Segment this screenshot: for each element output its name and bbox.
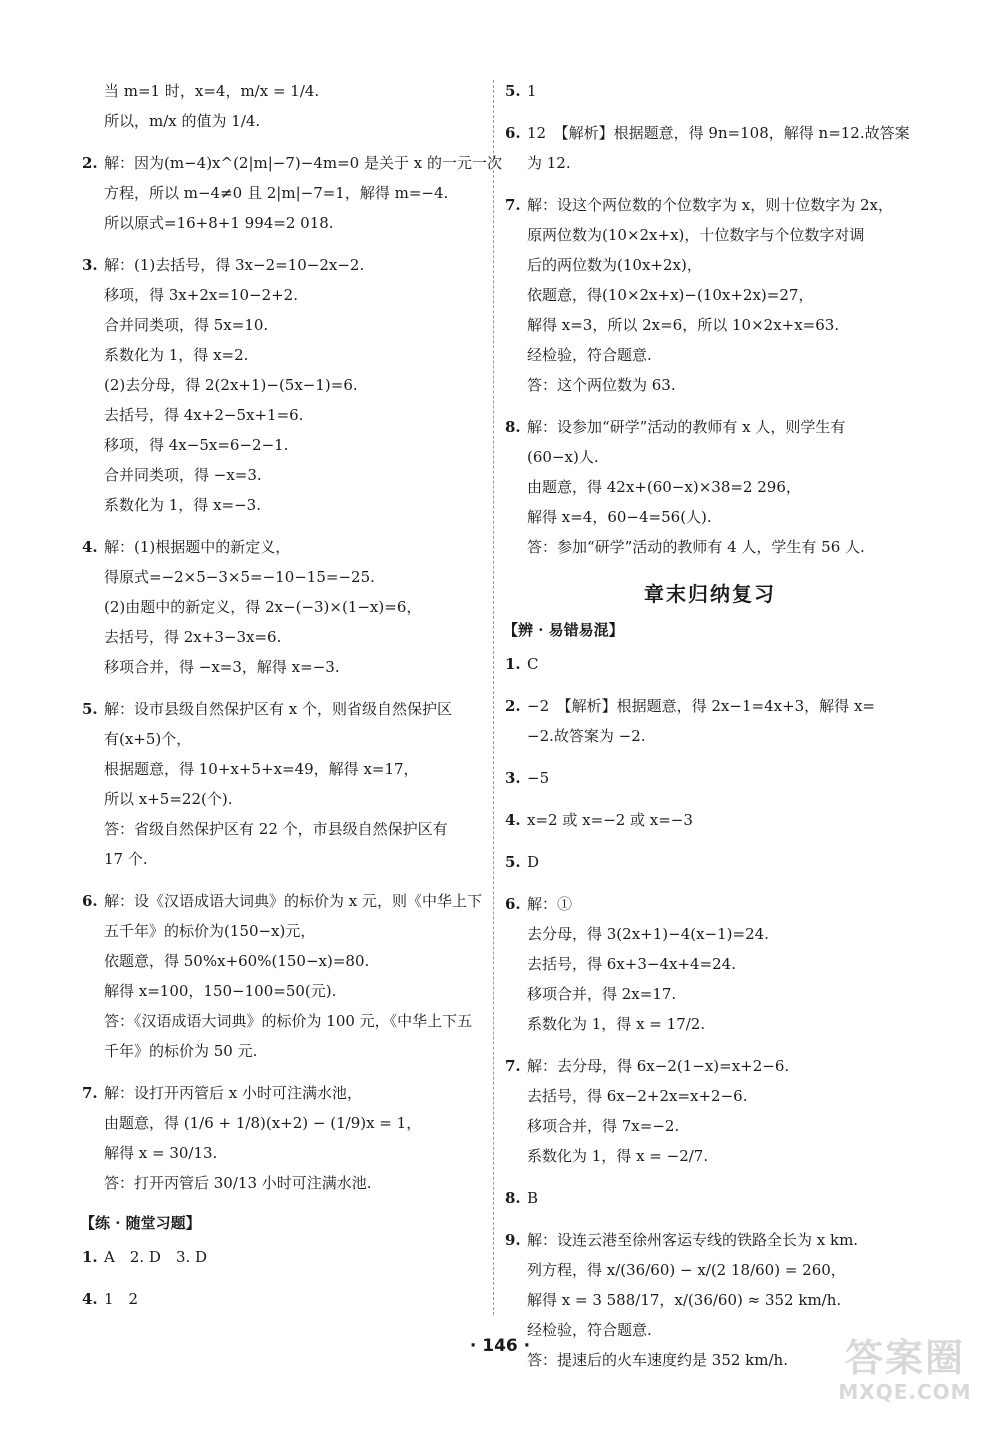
answer-line: 答：打开丙管后 30/13 小时可注满水池. bbox=[104, 1174, 372, 1192]
answer-line: 解：设连云港至徐州客运专线的铁路全长为 x km. bbox=[527, 1231, 859, 1249]
answer-line: 所以，m/x 的值为 1/4. bbox=[104, 112, 261, 130]
answer-line: 解：设这个两位数的个位数字为 x，则十位数字为 2x， bbox=[527, 196, 894, 214]
answer-body bbox=[527, 414, 915, 564]
answer-line: 解：(1)去括号，得 3x−2=10−2x−2. bbox=[104, 256, 365, 274]
answer-line: 1 bbox=[527, 82, 537, 100]
answer-line: −2.故答案为 −2. bbox=[527, 727, 646, 745]
answer-body bbox=[527, 807, 915, 837]
answer-line: 列方程，得 x/(36/60) − x/(2 18/60) = 260， bbox=[527, 1261, 846, 1279]
answer-item bbox=[82, 1080, 482, 1200]
answer-number: 1. bbox=[505, 655, 521, 673]
answer-line: 系数化为 1，得 x=2. bbox=[104, 346, 249, 364]
answer-number: 3. bbox=[82, 256, 98, 274]
answer-number: 5. bbox=[505, 853, 521, 871]
answer-number: 8. bbox=[505, 1189, 521, 1207]
answer-line: 有(x+5)个， bbox=[104, 730, 192, 748]
answer-body bbox=[104, 1080, 482, 1200]
answer-body bbox=[527, 891, 915, 1041]
answer-line: 经检验，符合题意. bbox=[527, 1321, 652, 1339]
answer-item bbox=[82, 1244, 482, 1274]
answer-body bbox=[527, 693, 915, 753]
answer-number: 2. bbox=[82, 154, 98, 172]
answer-line: 为 12. bbox=[527, 154, 571, 172]
answer-number: 8. bbox=[505, 418, 521, 436]
answer-line: (2)由题中的新定义，得 2x−(−3)×(1−x)=6， bbox=[104, 598, 422, 616]
answer-item bbox=[82, 534, 482, 684]
answer-line: A 2. D 3. D bbox=[104, 1248, 208, 1266]
answer-line: 答：省级自然保护区有 22 个，市县级自然保护区有 bbox=[104, 820, 448, 838]
answer-line: 解：因为(m−4)x^(2|m|−7)−4m=0 是关于 x 的一元一次 bbox=[104, 154, 502, 172]
answer-body bbox=[527, 849, 915, 879]
page-number: · 146 · bbox=[469, 1336, 531, 1356]
column-divider bbox=[493, 80, 494, 1315]
answer-line: 解：(1)根据题中的新定义， bbox=[104, 538, 291, 556]
answer-line: 所以原式=16+8+1 994=2 018. bbox=[104, 214, 334, 232]
answer-item bbox=[505, 651, 915, 681]
answer-line: 千年》的标价为 50 元. bbox=[104, 1042, 258, 1060]
answer-item bbox=[505, 1185, 915, 1215]
answer-body bbox=[104, 696, 482, 876]
right-column bbox=[505, 78, 915, 1389]
answer-line: 解：设市县级自然保护区有 x 个，则省级自然保护区 bbox=[104, 700, 452, 718]
answer-line: (2)去分母，得 2(2x+1)−(5x−1)=6. bbox=[104, 376, 358, 394]
answer-number: 4. bbox=[82, 1290, 98, 1308]
answer-line: −2 【解析】根据题意，得 2x−1=4x+3，解得 x= bbox=[527, 697, 875, 715]
answer-item bbox=[505, 765, 915, 795]
answer-line: 12 【解析】根据题意，得 9n=108，解得 n=12.故答案 bbox=[527, 124, 910, 142]
answer-line: 移项合并，得 −x=3，解得 x=−3. bbox=[104, 658, 340, 676]
answer-item bbox=[505, 120, 915, 180]
answer-line: 原两位数为(10×2x+x)，十位数字与个位数字对调 bbox=[527, 226, 865, 244]
answer-number: 5. bbox=[505, 82, 521, 100]
watermark bbox=[830, 1336, 980, 1418]
answer-line: B bbox=[527, 1189, 539, 1207]
answer-line: (60−x)人. bbox=[527, 448, 599, 466]
answer-item bbox=[82, 696, 482, 876]
answer-number: 9. bbox=[505, 1231, 521, 1249]
chapter-title: 章末归纳复习 bbox=[644, 582, 776, 606]
answer-item bbox=[505, 807, 915, 837]
answer-item bbox=[505, 414, 915, 564]
answer-line: 所以 x+5=22(个). bbox=[104, 790, 233, 808]
answer-line: 五千年》的标价为(150−x)元， bbox=[104, 922, 316, 940]
answer-line: 去分母，得 3(2x+1)−4(x−1)=24. bbox=[527, 925, 769, 943]
answer-item bbox=[82, 1286, 482, 1316]
answer-body bbox=[527, 78, 915, 108]
answer-line: 去括号，得 6x−2+2x=x+2−6. bbox=[527, 1087, 748, 1105]
answer-item bbox=[505, 849, 915, 879]
answer-item bbox=[505, 1053, 915, 1173]
answer-body bbox=[104, 1286, 482, 1316]
answer-number: 6. bbox=[505, 895, 521, 913]
answer-line: 依题意，得(10×2x+x)−(10x+2x)=27， bbox=[527, 286, 814, 304]
answer-item bbox=[82, 888, 482, 1068]
answer-line: 得原式=−2×5−3×5=−10−15=−25. bbox=[104, 568, 375, 586]
answer-line: 移项，得 3x+2x=10−2+2. bbox=[104, 286, 298, 304]
answer-item bbox=[505, 693, 915, 753]
answer-line: 移项合并，得 7x=−2. bbox=[527, 1117, 680, 1135]
answer-line: 解得 x=100，150−100=50(元). bbox=[104, 982, 337, 1000]
answer-number: 6. bbox=[505, 124, 521, 142]
answer-number: 7. bbox=[82, 1084, 98, 1102]
answer-line: 系数化为 1，得 x = −2/7. bbox=[527, 1147, 709, 1165]
answer-number: 4. bbox=[505, 811, 521, 829]
answer-item bbox=[82, 252, 482, 522]
section-heading: 【练 · 随堂习题】 bbox=[80, 1214, 201, 1232]
answer-line: 移项合并，得 2x=17. bbox=[527, 985, 677, 1003]
answer-line: 解：① bbox=[527, 895, 573, 913]
answer-line: 当 m=1 时，x=4，m/x = 1/4. bbox=[104, 82, 320, 100]
watermark-url: MXQE.COM bbox=[838, 1380, 972, 1404]
left-column bbox=[80, 78, 502, 1328]
answer-line: 由题意，得 42x+(60−x)×38=2 296， bbox=[527, 478, 801, 496]
answer-item bbox=[505, 192, 915, 402]
answer-body bbox=[104, 150, 502, 240]
answer-number: 1. bbox=[82, 1248, 98, 1266]
answer-line: 合并同类项，得 5x=10. bbox=[104, 316, 269, 334]
answer-line: 解：设《汉语成语大词典》的标价为 x 元，则《中华上下 bbox=[104, 892, 482, 910]
answer-body bbox=[104, 888, 482, 1068]
answer-line: 解：去分母，得 6x−2(1−x)=x+2−6. bbox=[527, 1057, 790, 1075]
answer-line: C bbox=[527, 655, 539, 673]
answer-line: 答：提速后的火车速度约是 352 km/h. bbox=[527, 1351, 788, 1369]
answer-line: 后的两位数为(10x+2x)， bbox=[527, 256, 702, 274]
answer-line: 依题意，得 50%x+60%(150−x)=80. bbox=[104, 952, 370, 970]
answer-line: 17 个. bbox=[104, 850, 148, 868]
answer-line: 系数化为 1，得 x=−3. bbox=[104, 496, 261, 514]
answer-number: 2. bbox=[505, 697, 521, 715]
answer-body bbox=[527, 1053, 915, 1173]
answer-item bbox=[505, 78, 915, 108]
answer-item bbox=[82, 150, 502, 240]
answer-line: 去括号，得 6x+3−4x+4=24. bbox=[527, 955, 736, 973]
answer-number: 4. bbox=[82, 538, 98, 556]
answer-line: 根据题意，得 10+x+5+x=49，解得 x=17， bbox=[104, 760, 419, 778]
answer-line: 经检验，符合题意. bbox=[527, 346, 652, 364]
answer-number: 6. bbox=[82, 892, 98, 910]
answer-body bbox=[527, 120, 915, 180]
answer-line: −5 bbox=[527, 769, 550, 787]
answer-item bbox=[82, 78, 482, 138]
section-heading: 【辨 · 易错易混】 bbox=[503, 621, 624, 639]
answer-line: 解得 x = 3 588/17，x/(36/60) ≈ 352 km/h. bbox=[527, 1291, 842, 1309]
answer-line: 1 2 bbox=[104, 1290, 139, 1308]
answer-body bbox=[527, 651, 915, 681]
answer-line: 方程，所以 m−4≠0 且 2|m|−7=1，解得 m=−4. bbox=[104, 184, 449, 202]
answer-line: 解：设打开丙管后 x 小时可注满水池， bbox=[104, 1084, 362, 1102]
answer-line: D bbox=[527, 853, 540, 871]
answer-line: 解得 x=3，所以 2x=6，所以 10×2x+x=63. bbox=[527, 316, 840, 334]
answer-body bbox=[104, 78, 482, 138]
watermark-logo: 答案圈 bbox=[844, 1336, 965, 1380]
answer-line: 答：《汉语成语大词典》的标价为 100 元，《中华上下五 bbox=[104, 1012, 473, 1030]
answer-body bbox=[527, 1185, 915, 1215]
answer-line: 去括号，得 4x+2−5x+1=6. bbox=[104, 406, 304, 424]
answer-line: x=2 或 x=−2 或 x=−3 bbox=[527, 811, 693, 829]
answer-line: 系数化为 1，得 x = 17/2. bbox=[527, 1015, 706, 1033]
answer-item bbox=[505, 891, 915, 1041]
answer-line: 答：参加“研学”活动的教师有 4 人，学生有 56 人. bbox=[527, 538, 865, 556]
answer-body bbox=[104, 1244, 482, 1274]
answer-body bbox=[104, 252, 482, 522]
answer-line: 解得 x=4，60−4=56(人). bbox=[527, 508, 712, 526]
answer-body bbox=[527, 192, 915, 402]
answer-line: 解得 x = 30/13. bbox=[104, 1144, 218, 1162]
answer-body bbox=[104, 534, 482, 684]
answer-number: 7. bbox=[505, 196, 521, 214]
answer-line: 合并同类项，得 −x=3. bbox=[104, 466, 262, 484]
answer-line: 由题意，得 (1/6 + 1/8)(x+2) − (1/9)x = 1， bbox=[104, 1114, 422, 1132]
answer-line: 移项，得 4x−5x=6−2−1. bbox=[104, 436, 289, 454]
answer-number: 3. bbox=[505, 769, 521, 787]
answer-number: 7. bbox=[505, 1057, 521, 1075]
answer-line: 解：设参加“研学”活动的教师有 x 人，则学生有 bbox=[527, 418, 846, 436]
answer-line: 去括号，得 2x+3−3x=6. bbox=[104, 628, 282, 646]
answer-number: 5. bbox=[82, 700, 98, 718]
answer-body bbox=[527, 765, 915, 795]
answer-line: 答：这个两位数为 63. bbox=[527, 376, 676, 394]
